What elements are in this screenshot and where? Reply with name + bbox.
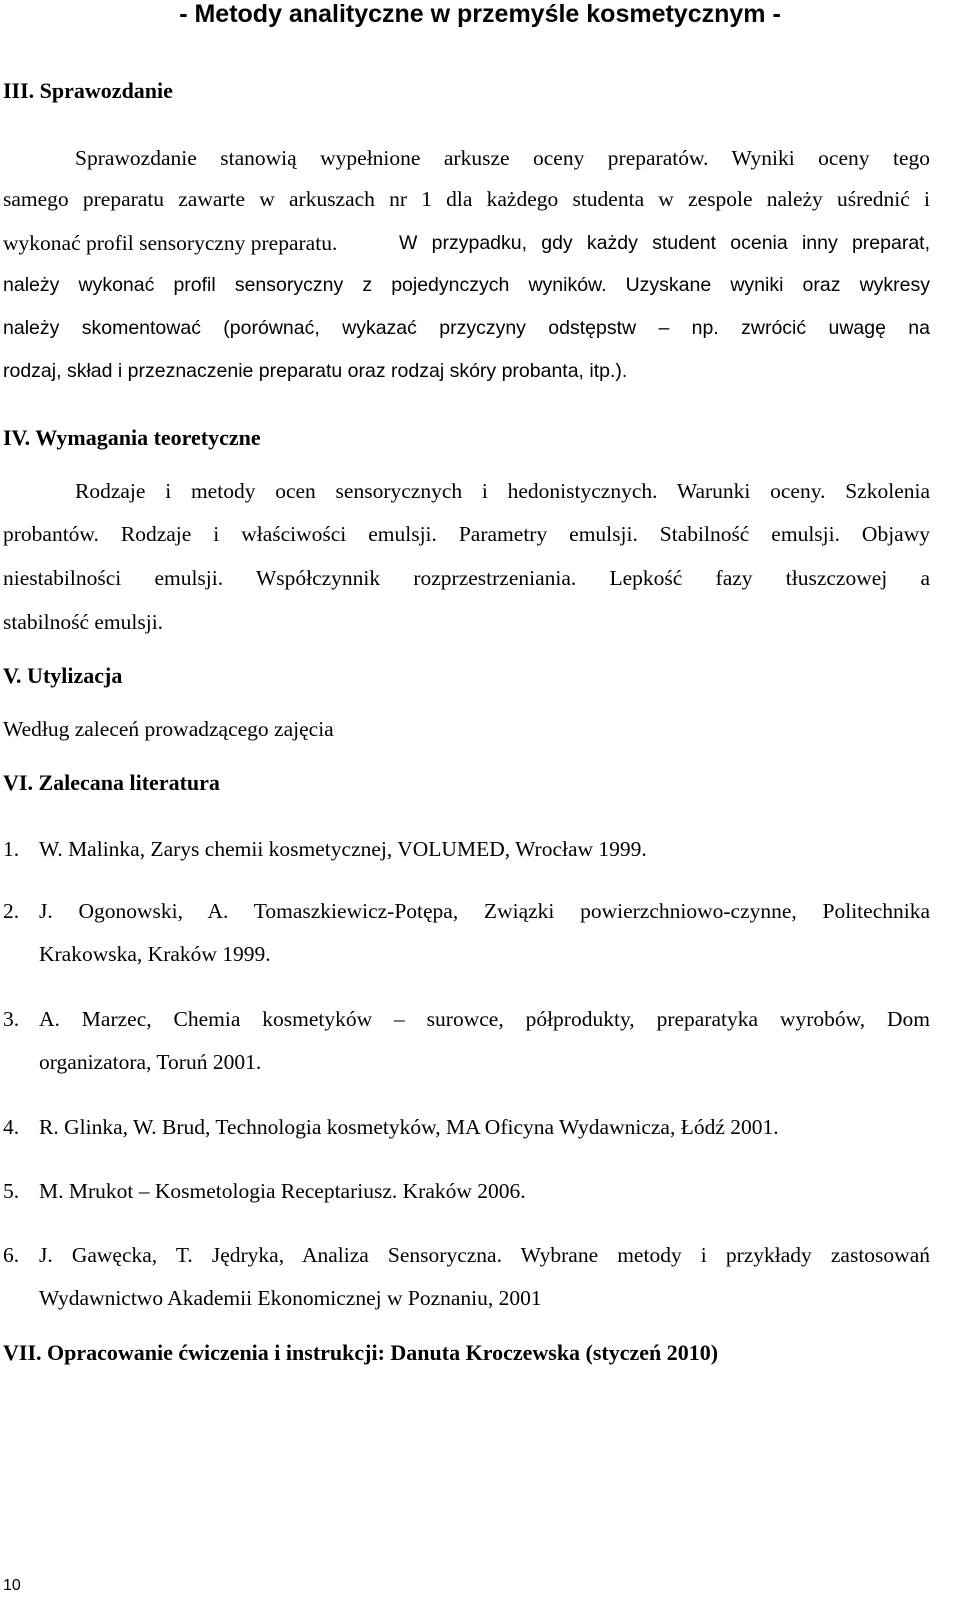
page-number: 10 — [3, 1577, 21, 1594]
reference-number: 5. — [3, 1179, 20, 1203]
reference-line: J. Ogonowski, A. Tomaszkiewicz-Potępa, Związki powierzchniowo-czynne, Politechnika — [39, 899, 930, 923]
paragraph-line: należy skomentować (porównać, wykazać przyczyny odstępstw – np. zwrócić uwagę na — [3, 317, 930, 339]
reference-line: organizatora, Toruń 2001. — [39, 1050, 262, 1074]
reference-number: 3. — [3, 1007, 20, 1031]
paragraph-line: stabilność emulsji. — [3, 610, 164, 634]
paragraph-line: W przypadku, gdy każdy student ocenia inny preparat, — [399, 232, 930, 254]
section-heading-literatura: VI. Zalecana literatura — [3, 770, 220, 795]
reference-line: J. Gawęcka, T. Jędryka, Analiza Sensoryczna. Wybrane metody i przykłady zastosowań — [39, 1243, 930, 1267]
reference-line: Wydawnictwo Akademii Ekonomicznej w Poznaniu, 2001 — [39, 1286, 542, 1310]
reference-line: Krakowska, Kraków 1999. — [39, 942, 271, 966]
reference-number: 2. — [3, 899, 20, 923]
paragraph-line: Według zaleceń prowadzącego zajęcia — [3, 717, 334, 741]
reference-line: R. Glinka, W. Brud, Technologia kosmetyków, MA Oficyna Wydawnicza, Łódź 2001. — [39, 1115, 779, 1139]
page-header-title: - Metody analityczne w przemyśle kosmetycznym - — [179, 0, 781, 28]
section-heading-wymagania: IV. Wymagania teoretyczne — [3, 425, 261, 450]
paragraph-line: Rodzaje i metody ocen sensorycznych i hedonistycznych. Warunki oceny. Szkolenia — [75, 479, 930, 503]
paragraph-line: niestabilności emulsji. Współczynnik rozprzestrzeniania. Lepkość fazy tłuszczowej a — [3, 566, 930, 590]
reference-number: 1. — [3, 837, 20, 861]
paragraph-line: rodzaj, skład i przeznaczenie preparatu oraz rodzaj skóry probanta, itp.). — [3, 360, 628, 382]
reference-number: 4. — [3, 1115, 20, 1139]
section-heading-sprawozdanie: III. Sprawozdanie — [3, 78, 173, 103]
paragraph-line: należy wykonać profil sensoryczny z pojedynczych wyników. Uzyskane wyniki oraz wykresy — [3, 274, 930, 296]
reference-line: W. Malinka, Zarys chemii kosmetycznej, VOLUMED, Wrocław 1999. — [39, 837, 647, 861]
paragraph-line: probantów. Rodzaje i właściwości emulsji. Parametry emulsji. Stabilność emulsji. Objawy — [3, 522, 930, 546]
paragraph-line: wykonać profil sensoryczny preparatu. — [3, 231, 338, 255]
section-heading-opracowanie: VII. Opracowanie ćwiczenia i instrukcji: Danuta Kroczewska (styczeń 2010) — [3, 1340, 719, 1365]
reference-number: 6. — [3, 1243, 20, 1267]
reference-line: A. Marzec, Chemia kosmetyków – surowce, półprodukty, preparatyka wyrobów, Dom — [39, 1007, 930, 1031]
reference-line: M. Mrukot – Kosmetologia Receptariusz. Kraków 2006. — [39, 1179, 526, 1203]
section-heading-utylizacja: V. Utylizacja — [3, 663, 123, 688]
paragraph-line: samego preparatu zawarte w arkuszach nr 1 dla każdego studenta w zespole należy uśrednić i — [3, 187, 930, 211]
paragraph-line: Sprawozdanie stanowią wypełnione arkusze oceny preparatów. Wyniki oceny tego — [75, 146, 930, 170]
